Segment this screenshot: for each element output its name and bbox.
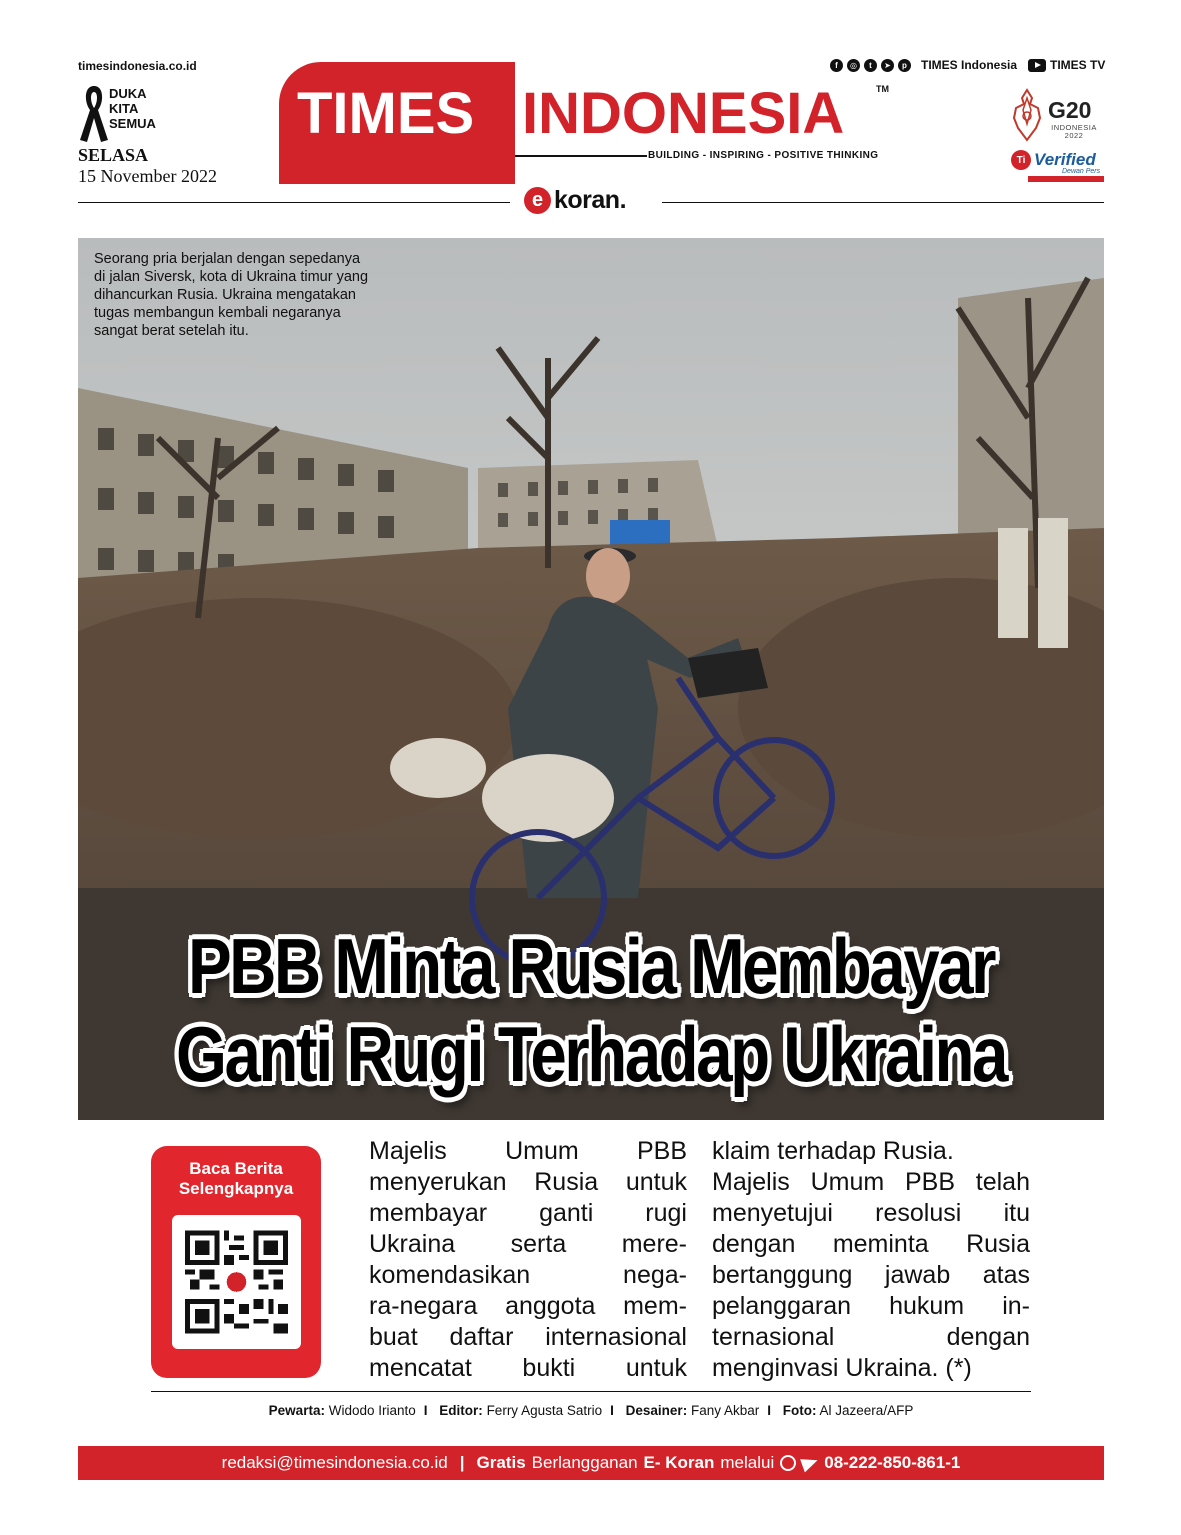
- ekoran-label: koran.: [554, 186, 627, 214]
- ekoran-logo[interactable]: [524, 186, 626, 215]
- registration-strip: [1028, 176, 1104, 182]
- header-rule-right: [662, 202, 1104, 203]
- ribbon-icon: [78, 82, 110, 144]
- youtube-icon: [1028, 59, 1046, 72]
- qr-code-graphic: [185, 1230, 288, 1334]
- logo-times[interactable]: TIMES: [297, 81, 475, 146]
- edition-date: 15 November 2022: [78, 166, 217, 186]
- footer-phone[interactable]: 08-222-850-861-1: [824, 1453, 961, 1472]
- edition-day: SELASA: [78, 145, 149, 165]
- qr-code-icon[interactable]: [172, 1215, 301, 1349]
- instagram-icon[interactable]: ◎: [847, 59, 860, 72]
- g20-title: G20: [1048, 97, 1092, 123]
- telegram-icon[interactable]: [800, 1454, 820, 1473]
- facebook-icon[interactable]: f: [830, 59, 843, 72]
- headline: [160, 922, 1022, 1098]
- byline-rule: [151, 1391, 1031, 1392]
- ti-badge: Ti: [1011, 150, 1031, 170]
- footer-gratis: Gratis: [476, 1453, 526, 1472]
- article-column-2: klaim terhadap Rusia. Majelis Umum PBB telah menyetujui resolusi itu dengan meminta Rusia bertanggung jawab atas pelanggaran hukum in- ternasional dengan menginvasi Ukraina. (*): [712, 1137, 1030, 1382]
- tv-label: TIMES TV: [1050, 58, 1106, 72]
- headline-line-1: PBB Minta Rusia Membayar: [187, 922, 995, 1010]
- ekoran-e-badge: e: [524, 187, 551, 214]
- trademark: TM: [876, 84, 889, 94]
- footer-bar: [78, 1446, 1104, 1480]
- verified-label: Verified: [1034, 150, 1096, 169]
- headline-line-2: Ganti Rugi Terhadap Ukraina: [176, 1010, 1006, 1098]
- telegram-icon[interactable]: ➤: [881, 59, 894, 72]
- dewan-pers-label: Dewan Pers: [1062, 168, 1101, 175]
- read-more-title: Baca Berita Selengkapnya: [178, 1159, 294, 1198]
- site-url[interactable]: timesindonesia.co.id: [78, 59, 197, 73]
- mourning-text: DUKA KITA SEMUA: [109, 86, 156, 131]
- footer-ekoran: E- Koran: [643, 1453, 715, 1472]
- pinterest-icon[interactable]: p: [898, 59, 911, 72]
- whatsapp-icon[interactable]: [780, 1455, 796, 1471]
- tagline: BUILDING - INSPIRING - POSITIVE THINKING: [648, 150, 879, 161]
- photo-caption: Seorang pria berjalan dengan sepedanya di jalan Siversk, kota di Ukraina timur yang dihancurkan Rusia. Ukraina mengatakan tugas membangun kembali negaranya sangat berat setelah itu.: [94, 251, 369, 339]
- logo-indonesia[interactable]: INDONESIA: [522, 81, 845, 146]
- social-label[interactable]: TIMES Indonesia: [921, 58, 1018, 72]
- credits: Pewarta: Widodo Irianto I Editor: Ferry Agusta Satrio I Desainer: Fany Akbar I Foto: Al Jazeera/AFP: [268, 1403, 914, 1418]
- verified-badge: [1011, 150, 1096, 170]
- footer-via: melalui: [720, 1453, 775, 1472]
- article-column-1: Majelis Umum PBB menyerukan Rusia untuk membayar ganti rugi Ukraina serta mere- komendasikan nega- ra-negara anggota mem- buat daftar internasional mencatat bukti untuk: [369, 1137, 687, 1382]
- times-tv-link[interactable]: [1028, 58, 1105, 72]
- social-links: [830, 58, 1017, 72]
- footer-separator: |: [459, 1453, 465, 1472]
- header-rule-left: [78, 202, 510, 203]
- tagline-rule: [515, 155, 647, 157]
- twitter-icon[interactable]: t: [864, 59, 877, 72]
- footer-email[interactable]: redaksi@timesindonesia.co.id: [221, 1453, 448, 1472]
- g20-subtitle: INDONESIA 2022: [1051, 123, 1097, 140]
- footer-subscribe: Berlangganan: [531, 1453, 638, 1472]
- g20-emblem-icon: [1008, 88, 1046, 142]
